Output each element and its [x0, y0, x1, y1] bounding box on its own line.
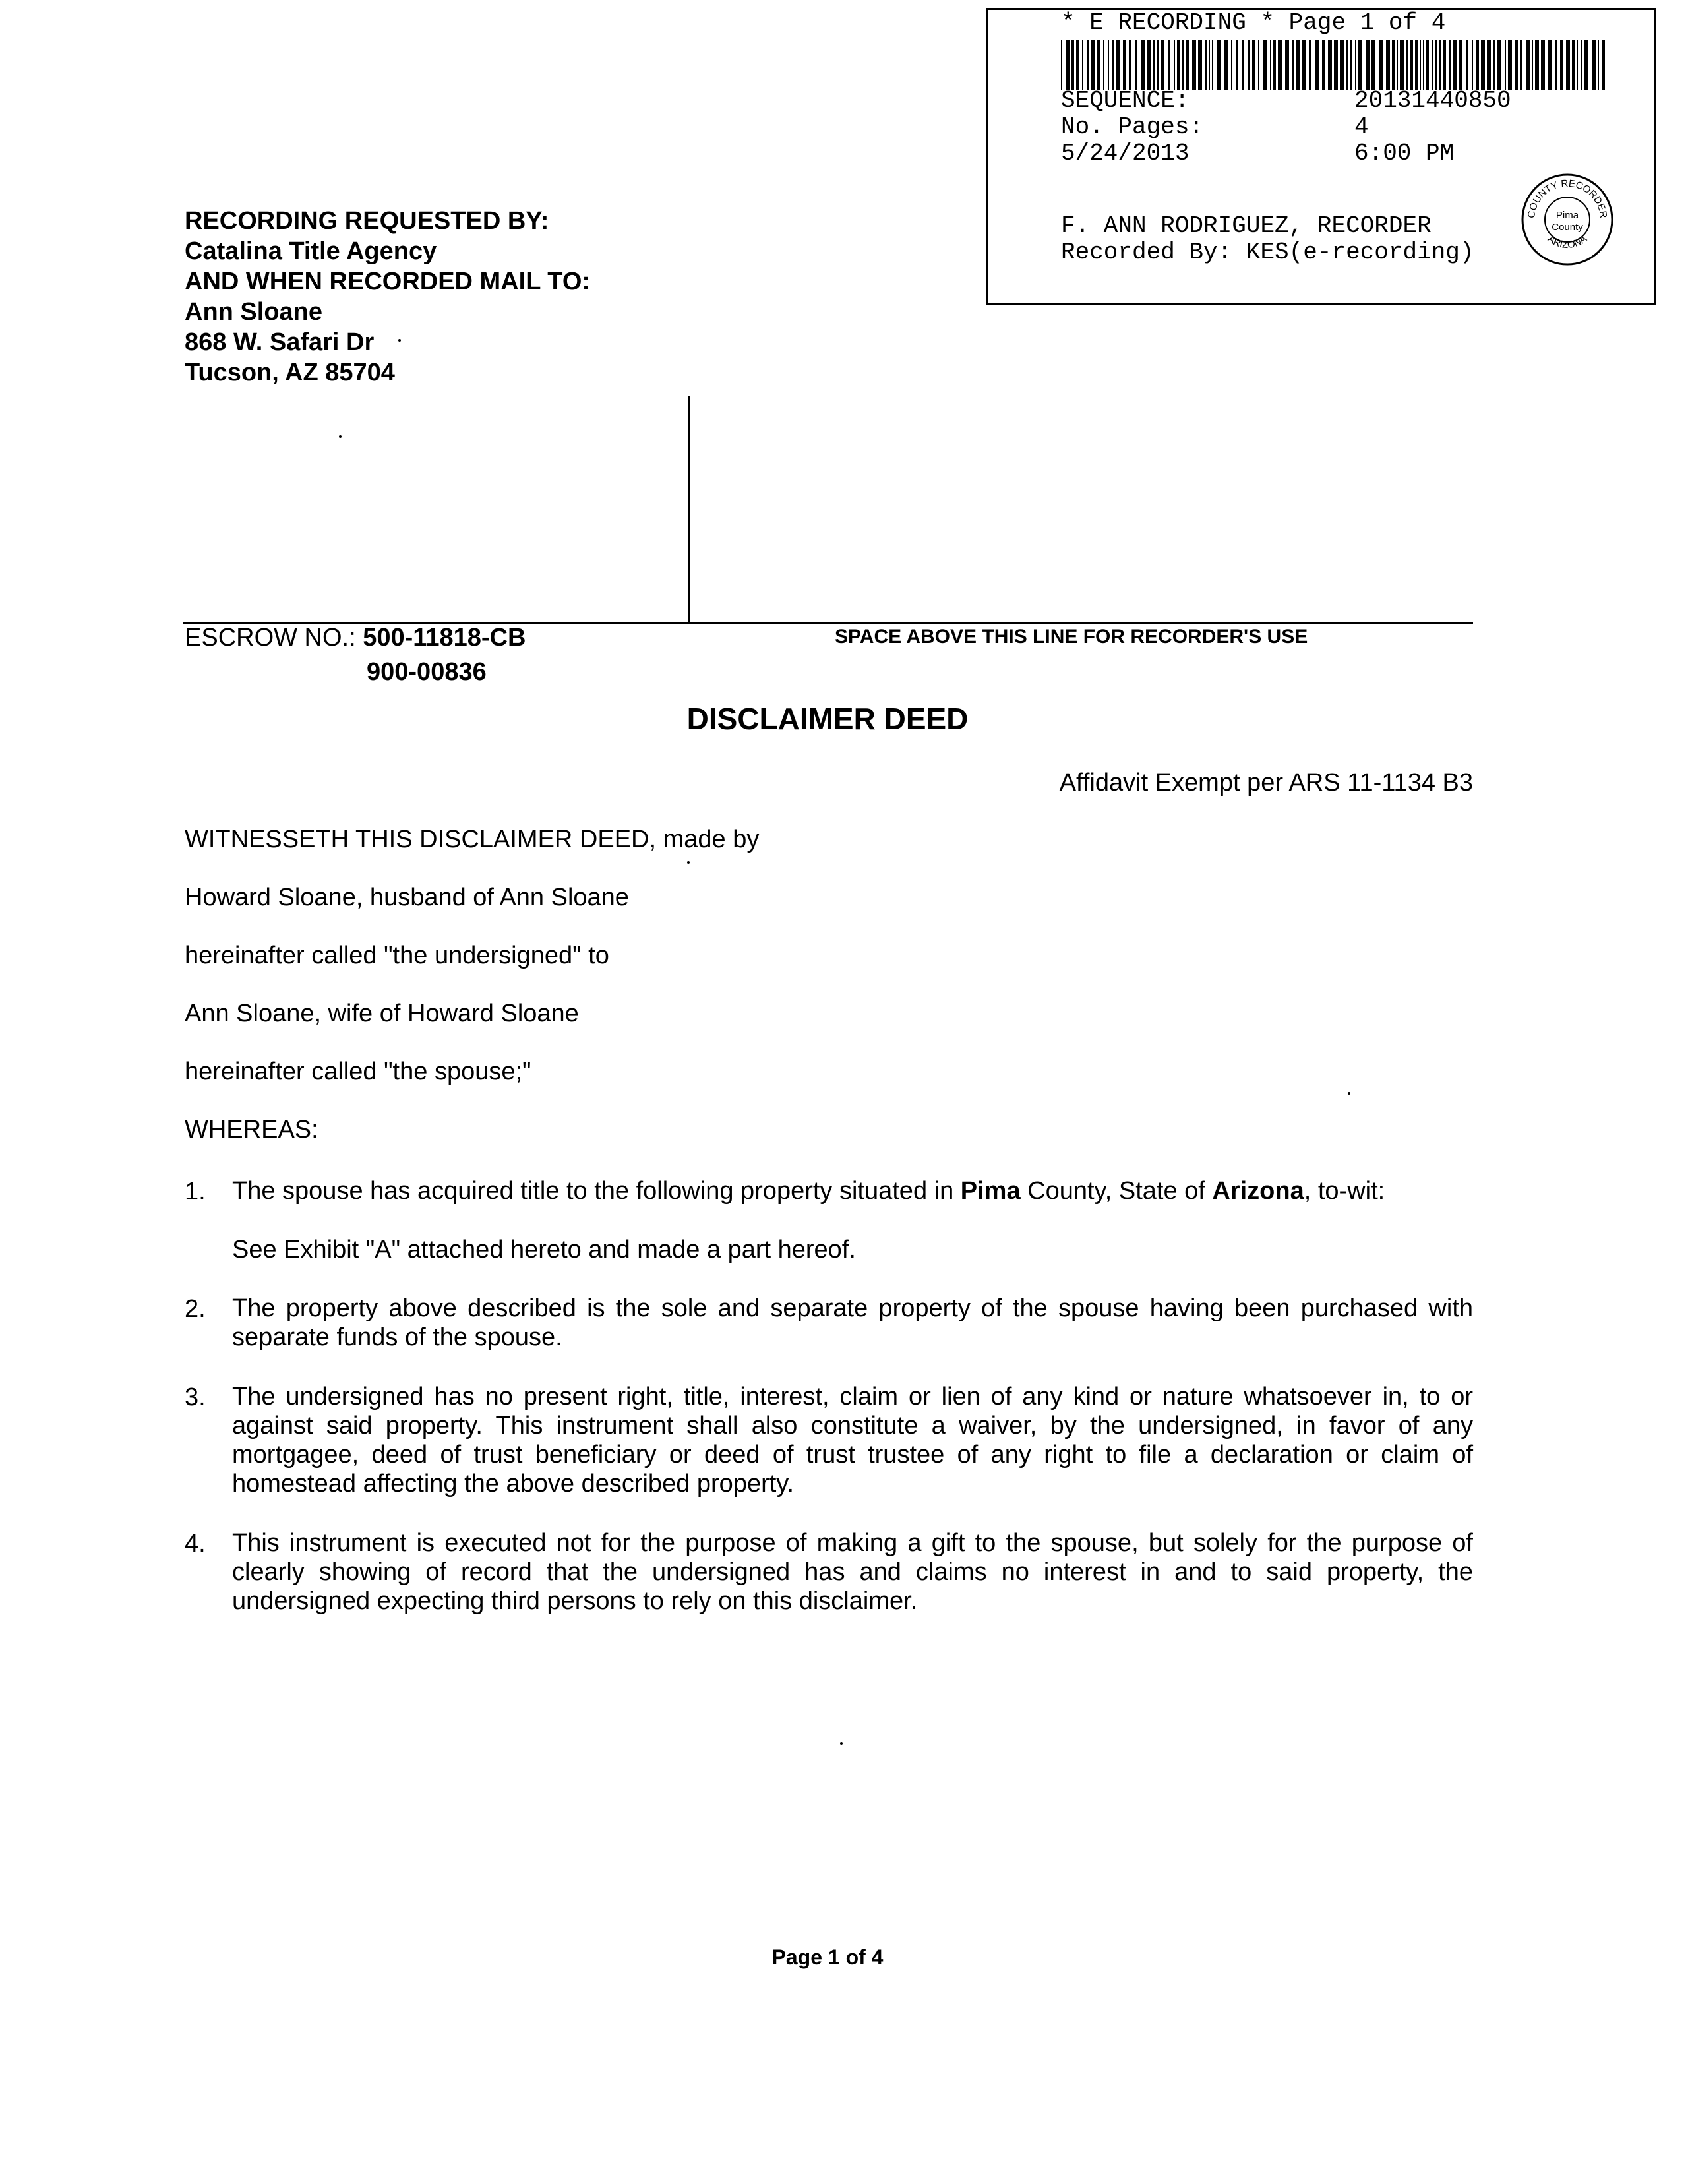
requesting-agency: Catalina Title Agency [185, 237, 437, 265]
barcode-bar [1278, 40, 1282, 90]
barcode-bar [1592, 40, 1596, 90]
mail-to-name: Ann Sloane [185, 298, 323, 326]
barcode-bar [1435, 40, 1437, 90]
barcode-bar [1508, 40, 1512, 90]
barcode-bar [1263, 40, 1267, 90]
barcode-bar [1252, 40, 1255, 90]
recording-requested-label: RECORDING REQUESTED BY: [185, 207, 549, 235]
seal-inner-text-2: County [1552, 222, 1583, 233]
escrow-number-1: 500-11818-CB [363, 624, 526, 652]
clause-state: Arizona [1212, 1177, 1304, 1205]
scan-speck [339, 435, 342, 438]
barcode-bar [1061, 40, 1062, 90]
clause-text-part: The spouse has acquired title to the following property situated in [232, 1177, 961, 1205]
scan-speck [1348, 1092, 1350, 1095]
barcode-bar [1236, 40, 1238, 90]
barcode-bar [1366, 40, 1370, 90]
clause-text [232, 1176, 1473, 1205]
barcode-bar [1186, 40, 1189, 90]
recorder-area-vertical-divider [688, 396, 690, 623]
escrow-number-2: 900-00836 [367, 658, 487, 686]
barcode-bar [1423, 40, 1424, 90]
county-recorder-seal-icon [1520, 172, 1615, 267]
clause-text: The undersigned has no present right, title, interest, claim or lien of any kind or nature whatsoever in, to or against said property. This instrument shall also constitute a waiver, by the undersigned, in favor of any mortgagee, deed of trust beneficiary or deed of trust trustee of any right to file a declaration or claim of homestead affecting the above described property. [232, 1383, 1473, 1498]
barcode-bar [1572, 40, 1575, 90]
barcode-bar [1515, 40, 1518, 90]
clause-number: 1. [185, 1178, 206, 1205]
barcode-bar [1584, 40, 1588, 90]
seal-inner-text-1: Pima [1555, 210, 1579, 221]
barcode-bar [1459, 40, 1462, 90]
barcode-bar [1481, 40, 1485, 90]
barcode-bar [1449, 40, 1451, 90]
barcode-bar [1328, 40, 1332, 90]
clause-text-part: , to-wit: [1304, 1177, 1385, 1205]
barcode-bar [1135, 40, 1137, 90]
affidavit-exemption: Affidavit Exempt per ARS 11-1134 B3 [1059, 769, 1473, 797]
barcode-bar [1560, 40, 1563, 90]
barcode-bar [1497, 40, 1501, 90]
clause-number: 4. [185, 1530, 206, 1558]
clause-subtext: See Exhibit "A" attached hereto and made a part hereof. [232, 1236, 856, 1263]
whereas-heading: WHEREAS: [185, 1116, 318, 1143]
barcode-bar [1296, 40, 1300, 90]
clause-text-part: County, State of [1020, 1177, 1213, 1205]
barcode-bar [1400, 40, 1404, 90]
barcode-bar [1182, 40, 1184, 90]
scan-speck [398, 339, 401, 342]
barcode-bar [1123, 40, 1126, 90]
scan-speck [840, 1742, 843, 1745]
barcode-bar [1157, 40, 1159, 90]
barcode-bar [1192, 40, 1196, 90]
barcode-bar [1526, 40, 1530, 90]
barcode-bar [1177, 40, 1180, 90]
preamble-line: WITNESSETH THIS DISCLAIMER DEED, made by [185, 826, 760, 853]
barcode-bar [1153, 40, 1155, 90]
barcode-bar [1322, 40, 1325, 90]
scan-speck [687, 861, 690, 864]
barcode-bar [1541, 40, 1545, 90]
barcode-bar [1285, 40, 1289, 90]
barcode-bar [1273, 40, 1276, 90]
barcode-bar [1350, 40, 1352, 90]
barcode-bar [1160, 40, 1164, 90]
barcode-bar [1248, 40, 1250, 90]
barcode-bar [1476, 40, 1479, 90]
mail-to-street: 868 W. Safari Dr [185, 328, 375, 356]
seal-bottom-text: ARIZONA [1546, 233, 1589, 251]
barcode-bar [1212, 40, 1213, 90]
clause-text: The property above described is the sole and separate property of the spouse having been purchased with separate funds of the spouse. [232, 1294, 1473, 1351]
barcode-bar [1141, 40, 1145, 90]
barcode-bar [1406, 40, 1408, 90]
escrow-number-line [185, 622, 526, 653]
barcode-bar [1453, 40, 1457, 90]
clause-number: 3. [185, 1383, 206, 1411]
barcode-bar [1432, 40, 1433, 90]
page-footer: Page 1 of 4 [771, 1945, 884, 1969]
barcode-bar [1535, 40, 1539, 90]
barcode-bar [1372, 40, 1375, 90]
recorder-name: F. ANN RODRIGUEZ, RECORDER [1061, 212, 1432, 239]
barcode-bar [1082, 40, 1083, 90]
barcode-bar [1505, 40, 1506, 90]
recording-date: 5/24/2013 [1061, 140, 1190, 167]
barcode-bar [1334, 40, 1338, 90]
barcode-bar [1309, 40, 1311, 90]
seal-outer-text: COUNTY RECORDER [1525, 177, 1610, 219]
barcode-bar [1258, 40, 1259, 90]
document-title: DISCLAIMER DEED [686, 702, 969, 736]
barcode-bar [1581, 40, 1582, 90]
barcode-bar [1076, 40, 1079, 90]
barcode-bar [1217, 40, 1221, 90]
barcode-bar [1103, 40, 1104, 90]
barcode-bar [1209, 40, 1210, 90]
barcode-bar [1242, 40, 1244, 90]
barcode-bar [1379, 40, 1383, 90]
barcode-bar [1355, 40, 1356, 90]
barcode-bar [1466, 40, 1468, 90]
barcode-bar [1091, 40, 1095, 90]
barcode-bar [1397, 40, 1398, 90]
pages-value: 4 [1354, 113, 1369, 140]
barcode-bar [1493, 40, 1495, 90]
barcode-bar [1566, 40, 1570, 90]
barcode-bar [1097, 40, 1100, 90]
barcode-bar [1439, 40, 1441, 90]
barcode-bar [1386, 40, 1390, 90]
clause-text: This instrument is executed not for the purpose of making a gift to the spouse, but solely for the purpose of clearly showing of record that the undersigned has and claims no interest in and to said property, the undersigned expecting third persons to rely on this disclaimer. [232, 1529, 1473, 1615]
barcode-bar [1358, 40, 1362, 90]
barcode [1061, 40, 1612, 90]
barcode-bar [1415, 40, 1418, 90]
barcode-bar [1410, 40, 1413, 90]
barcode-bar [1532, 40, 1533, 90]
barcode-bar [1346, 40, 1348, 90]
barcode-bar [1598, 40, 1599, 90]
barcode-bar [1420, 40, 1421, 90]
preamble-line: Howard Sloane, husband of Ann Sloane [185, 884, 629, 911]
mail-to-city: Tucson, AZ 85704 [185, 359, 395, 386]
barcode-bar [1129, 40, 1131, 90]
barcode-bar [1224, 40, 1228, 90]
recorder-stamp-box [986, 8, 1656, 305]
barcode-bar [1087, 40, 1089, 90]
barcode-bar [1426, 40, 1429, 90]
clause-county: Pima [960, 1177, 1021, 1205]
clause-number: 2. [185, 1295, 206, 1323]
barcode-bar [1392, 40, 1395, 90]
barcode-bar [1231, 40, 1232, 90]
barcode-bar [1520, 40, 1522, 90]
barcode-bar [1116, 40, 1120, 90]
barcode-bar [1270, 40, 1271, 90]
recording-header: * E RECORDING * Page 1 of 4 [1061, 9, 1446, 36]
barcode-bar [1292, 40, 1294, 90]
barcode-bar [1340, 40, 1344, 90]
preamble-line: Ann Sloane, wife of Howard Sloane [185, 1000, 579, 1027]
mail-to-label: AND WHEN RECORDED MAIL TO: [185, 268, 591, 295]
recorded-by: Recorded By: KES(e-recording) [1061, 239, 1474, 266]
recorder-use-note: SPACE ABOVE THIS LINE FOR RECORDER'S USE [835, 626, 1308, 648]
preamble-line: hereinafter called "the undersigned" to [185, 942, 609, 969]
barcode-bar [1315, 40, 1319, 90]
barcode-bar [1602, 40, 1605, 90]
recording-time: 6:00 PM [1354, 140, 1455, 167]
sequence-value: 20131440850 [1354, 87, 1511, 114]
preamble-line: hereinafter called "the spouse;" [185, 1058, 531, 1085]
pages-label: No. Pages: [1061, 113, 1204, 140]
barcode-bar [1205, 40, 1207, 90]
barcode-bar [1443, 40, 1446, 90]
barcode-bar [1487, 40, 1491, 90]
barcode-bar [1112, 40, 1114, 90]
barcode-bar [1302, 40, 1306, 90]
barcode-bar [1548, 40, 1552, 90]
barcode-bar [1168, 40, 1170, 90]
barcode-bar [1066, 40, 1070, 90]
barcode-bar [1147, 40, 1151, 90]
barcode-bar [1108, 40, 1109, 90]
barcode-bar [1071, 40, 1074, 90]
sequence-label: SEQUENCE: [1061, 87, 1190, 114]
barcode-bar [1174, 40, 1175, 90]
barcode-bar [1577, 40, 1578, 90]
barcode-bar [1472, 40, 1473, 90]
barcode-bar [1555, 40, 1557, 90]
escrow-label: ESCROW NO.: [185, 624, 356, 652]
barcode-bar [1198, 40, 1202, 90]
